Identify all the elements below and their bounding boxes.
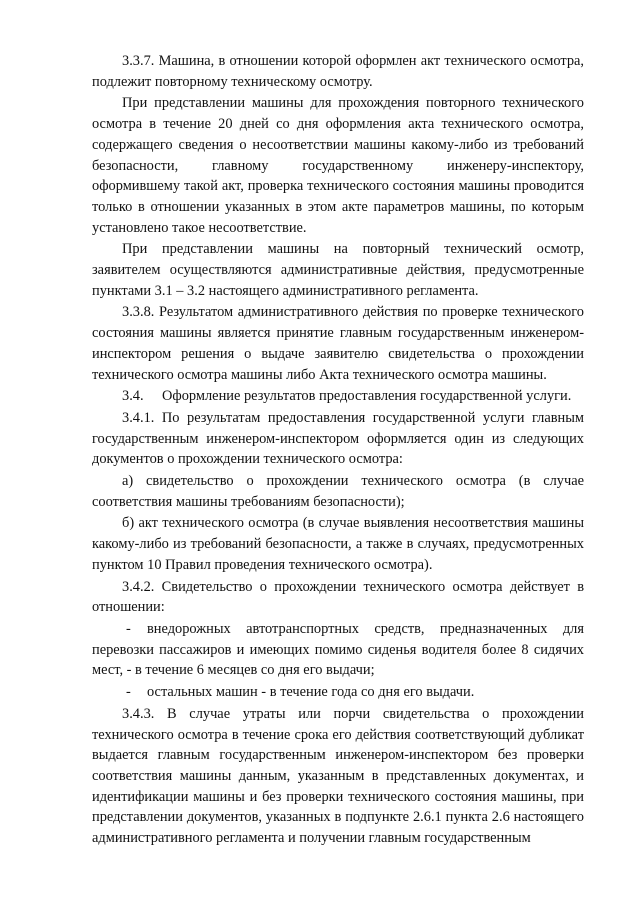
section-3-4-title: Оформление результатов предоставления государственной услуги. (162, 388, 572, 405)
section-3-4-number: 3.4. (122, 388, 144, 405)
paragraph-3-4-1: 3.4.1. По результатам предоставления государственной услуги главным государственным инженером-инспектором оформляется один из следующих документов о прохождении технического осмотра: (92, 409, 584, 468)
list-dash: - (126, 684, 131, 701)
list-item (92, 682, 584, 703)
section-3-4-heading (92, 386, 584, 407)
paragraph-item-a: а) свидетельство о прохождении технического осмотра (в случае соответствия машины требованиям безопасности); (92, 473, 584, 510)
paragraph-3-3-7: 3.3.7. Машина, в отношении которой оформлен акт технического осмотра, подлежит повторному техническому осмотру. (92, 53, 584, 90)
paragraph-item-b: б) акт технического осмотра (в случае выявления несоответствия машины какому-либо из требований безопасности, а также в случаях, предусмотренных пунктом 10 Правил проведения технического осмотра). (92, 515, 584, 573)
paragraph-3-3-8: 3.3.8. Результатом административного действия по проверке технического состояния машины является принятие главным государственным инженером-инспектором решения о выдаче заявителю свидетельства о прохождении технического осмотра машины либо Акта технического осмотра машины. (92, 304, 584, 383)
paragraph-3-4-3: 3.4.3. В случае утраты или порчи свидетельства о прохождении технического осмотра в течение срока его действия соответствующий дубликат выдается главным государственным инженером-инспектором без проверки соответствия машины данным, указанным в представленных документах, и идентификации машины и без проверки технического состояния машины, при представлении документов, указанных в подпункте 2.6.1 пункта 2.6 настоящего административного регламента и получении главным государственным (92, 705, 584, 847)
paragraph-repeat-actions: При представлении машины на повторный технический осмотр, заявителем осуществляются административные действия, предусмотренные пунктами 3.1 – 3.2 настоящего административного регламента. (92, 241, 584, 299)
paragraph-repeat-inspection: При представлении машины для прохождения повторного технического осмотра в течение 20 дней со дня оформления акта технического осмотра, содержащего сведения о несоответствии машины какому-либо из требований безопасности, главному государственному инженеру-инспектору, оформившему такой акт, проверка технического состояния машины проводится только в отношении указанных в этом акте параметров машины, по которым установлено такое несоответствие. (92, 95, 584, 236)
list-dash: - (126, 620, 131, 637)
paragraph-3-4-2: 3.4.2. Свидетельство о прохождении технического осмотра действует в отношении: (92, 578, 584, 616)
list-item-text: остальных машин - в течение года со дня его выдачи. (147, 684, 475, 701)
list-item (92, 619, 584, 681)
list-item-text: внедорожных автотранспортных средств, предназначенных для перевозки пассажиров и имеющих помимо сиденья водителя более 8 сидячих мест, - в течение 6 месяцев со дня его выдачи; (92, 620, 584, 679)
